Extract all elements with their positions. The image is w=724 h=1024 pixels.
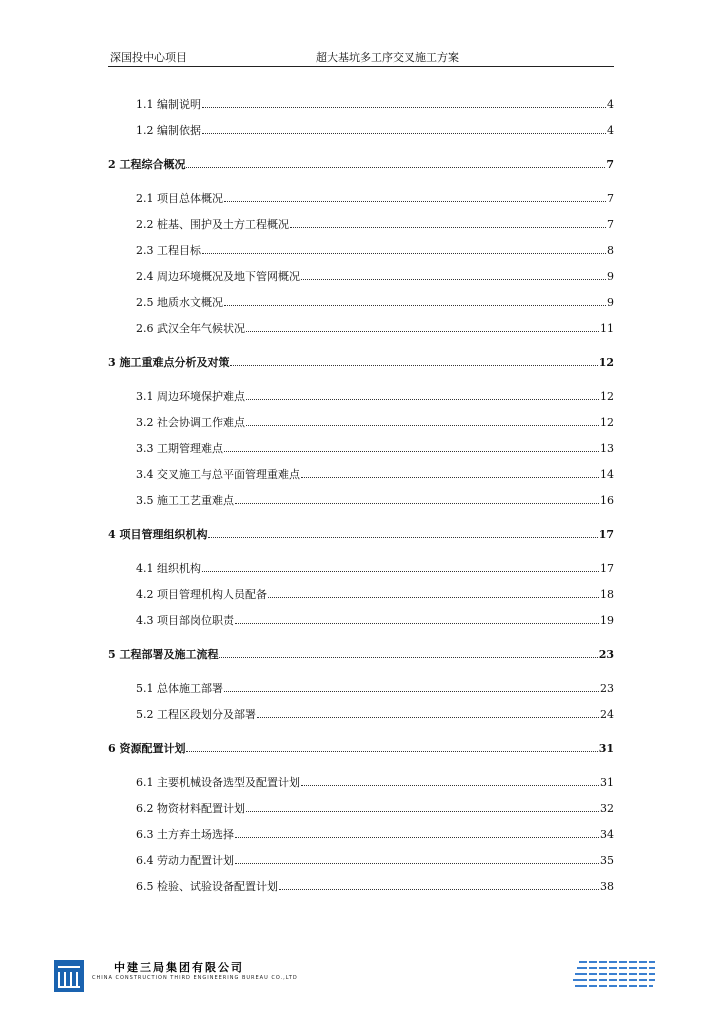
toc-entry-label: 2.5 地质水文概况	[136, 296, 223, 309]
toc-entry-label: 4.3 项目部岗位职责	[136, 614, 234, 627]
toc-page-number: 9	[607, 270, 614, 283]
toc-entry-label: 6.4 劳动力配置计划	[136, 854, 234, 867]
cscec-logo	[54, 960, 84, 992]
toc-dot-leader	[224, 690, 599, 692]
toc-page-number: 14	[600, 468, 614, 481]
toc-dot-leader	[235, 622, 599, 624]
toc-section-entry[interactable]	[108, 468, 614, 481]
toc-page-number: 31	[600, 776, 614, 789]
toc-entry-label: 5.2 工程区段划分及部署	[136, 708, 256, 721]
toc-entry-label: 3.1 周边环境保护难点	[136, 390, 245, 403]
toc-page-number: 16	[600, 494, 614, 507]
toc-page-number: 12	[598, 356, 614, 369]
toc-page-number: 23	[600, 682, 614, 695]
toc-section-entry[interactable]	[108, 494, 614, 507]
toc-dot-leader	[186, 750, 597, 752]
toc-dot-leader	[257, 716, 599, 718]
toc-entry-label: 3.2 社会协调工作难点	[136, 416, 245, 429]
toc-dot-leader	[301, 476, 599, 478]
toc-page-number: 18	[600, 588, 614, 601]
toc-section-entry[interactable]	[108, 192, 614, 205]
toc-entry-label: 3.5 施工工艺重难点	[136, 494, 234, 507]
toc-section-entry[interactable]	[108, 614, 614, 627]
toc-section-entry[interactable]	[108, 828, 614, 841]
toc-page-number: 31	[598, 742, 614, 755]
toc-entry-label: 3.4 交叉施工与总平面管理重难点	[136, 468, 300, 481]
toc-entry-label: 6.5 检验、试验设备配置计划	[136, 880, 278, 893]
header-project-name: 深国投中心项目	[110, 51, 187, 64]
toc-section-entry[interactable]	[108, 442, 614, 455]
company-name-en: CHINA CONSTRUCTION THIRD ENGINEERING BUREAU CO.,LTD	[92, 975, 298, 981]
toc-page-number: 17	[600, 562, 614, 575]
toc-dot-leader	[301, 278, 606, 280]
toc-chapter-entry[interactable]	[108, 648, 614, 661]
toc-dot-leader	[290, 226, 606, 228]
toc-entry-label: 5.1 总体施工部署	[136, 682, 223, 695]
toc-page-number: 4	[607, 98, 614, 111]
toc-section-entry[interactable]	[108, 854, 614, 867]
toc-page-number: 17	[598, 528, 614, 541]
toc-section-entry[interactable]	[108, 244, 614, 257]
toc-page-number: 32	[600, 802, 614, 815]
toc-chapter-entry[interactable]	[108, 158, 614, 171]
toc-entry-label: 6.3 土方弃土场选择	[136, 828, 234, 841]
toc-page-number: 11	[600, 322, 614, 335]
toc-section-entry[interactable]	[108, 322, 614, 335]
toc-page-number: 7	[607, 218, 614, 231]
toc-section-entry[interactable]	[108, 588, 614, 601]
toc-entry-label: 2.2 桩基、围护及土方工程概况	[136, 218, 289, 231]
toc-page-number: 12	[600, 416, 614, 429]
toc-entry-label: 3 施工重难点分析及对策	[108, 356, 230, 369]
toc-dot-leader	[246, 810, 599, 812]
page-footer	[54, 955, 664, 1000]
toc-entry-label: 2 工程综合概况	[108, 158, 186, 171]
toc-entry-label: 3.3 工期管理难点	[136, 442, 223, 455]
toc-chapter-entry[interactable]	[108, 528, 614, 541]
toc-section-entry[interactable]	[108, 218, 614, 231]
toc-page-number: 24	[600, 708, 614, 721]
toc-dot-leader	[224, 304, 606, 306]
header-document-title: 超大基坑多工序交叉施工方案	[316, 51, 459, 64]
toc-entry-label: 2.1 项目总体概况	[136, 192, 223, 205]
toc-page-number: 19	[600, 614, 614, 627]
toc-dot-leader	[246, 424, 599, 426]
toc-section-entry[interactable]	[108, 682, 614, 695]
toc-entry-label: 2.3 工程目标	[136, 244, 201, 257]
toc-section-entry[interactable]	[108, 390, 614, 403]
toc-dot-leader	[235, 862, 599, 864]
toc-entry-label: 6.2 物资材料配置计划	[136, 802, 245, 815]
toc-dot-leader	[246, 330, 599, 332]
toc-page-number: 13	[600, 442, 614, 455]
toc-dot-leader	[279, 888, 599, 890]
toc-page-number: 35	[600, 854, 614, 867]
toc-entry-label: 4 项目管理组织机构	[108, 528, 208, 541]
toc-page-number: 9	[607, 296, 614, 309]
toc-page-number: 34	[600, 828, 614, 841]
toc-page-number: 7	[607, 192, 614, 205]
toc-entry-label: 5 工程部署及施工流程	[108, 648, 219, 661]
toc-dot-leader	[208, 536, 597, 538]
toc-dot-leader	[202, 252, 606, 254]
toc-dot-leader	[186, 166, 605, 168]
toc-dot-leader	[235, 502, 599, 504]
toc-entry-label: 4.2 项目管理机构人员配备	[136, 588, 267, 601]
toc-dot-leader	[219, 656, 597, 658]
toc-section-entry[interactable]	[108, 802, 614, 815]
toc-dot-leader	[230, 364, 597, 366]
toc-dot-leader	[202, 132, 606, 134]
toc-entry-label: 2.4 周边环境概况及地下管网概况	[136, 270, 300, 283]
toc-dot-leader	[235, 836, 599, 838]
toc-section-entry[interactable]	[108, 880, 614, 893]
toc-chapter-entry[interactable]	[108, 742, 614, 755]
toc-entry-label: 1.1 编制说明	[136, 98, 201, 111]
toc-dot-leader	[301, 784, 599, 786]
toc-entry-label: 6 资源配置计划	[108, 742, 186, 755]
toc-page-number: 12	[600, 390, 614, 403]
toc-dot-leader	[224, 200, 606, 202]
toc-page-number: 38	[600, 880, 614, 893]
toc-page-number: 23	[598, 648, 614, 661]
toc-section-entry[interactable]	[108, 124, 614, 137]
toc-section-entry[interactable]	[108, 270, 614, 283]
toc-entry-label: 2.6 武汉全年气候状况	[136, 322, 245, 335]
toc-entry-label: 1.2 编制依据	[136, 124, 201, 137]
toc-section-entry[interactable]	[108, 416, 614, 429]
toc-dot-leader	[202, 106, 606, 108]
toc-page-number: 8	[607, 244, 614, 257]
toc-dot-leader	[224, 450, 599, 452]
toc-section-entry[interactable]	[108, 708, 614, 721]
toc-section-entry[interactable]	[108, 562, 614, 575]
company-name-cn: 中建三局集团有限公司	[114, 961, 244, 974]
toc-dot-leader	[202, 570, 599, 572]
toc-chapter-entry[interactable]	[108, 356, 614, 369]
toc-page-number: 4	[607, 124, 614, 137]
toc-dot-leader	[268, 596, 599, 598]
toc-entry-label: 6.1 主要机械设备选型及配置计划	[136, 776, 300, 789]
toc-section-entry[interactable]	[108, 98, 614, 111]
toc-section-entry[interactable]	[108, 776, 614, 789]
toc-entry-label: 4.1 组织机构	[136, 562, 201, 575]
page-header	[108, 52, 614, 67]
decorative-stripes-icon	[573, 961, 657, 989]
toc-section-entry[interactable]	[108, 296, 614, 309]
toc-dot-leader	[246, 398, 599, 400]
toc-page-number: 7	[606, 158, 614, 171]
